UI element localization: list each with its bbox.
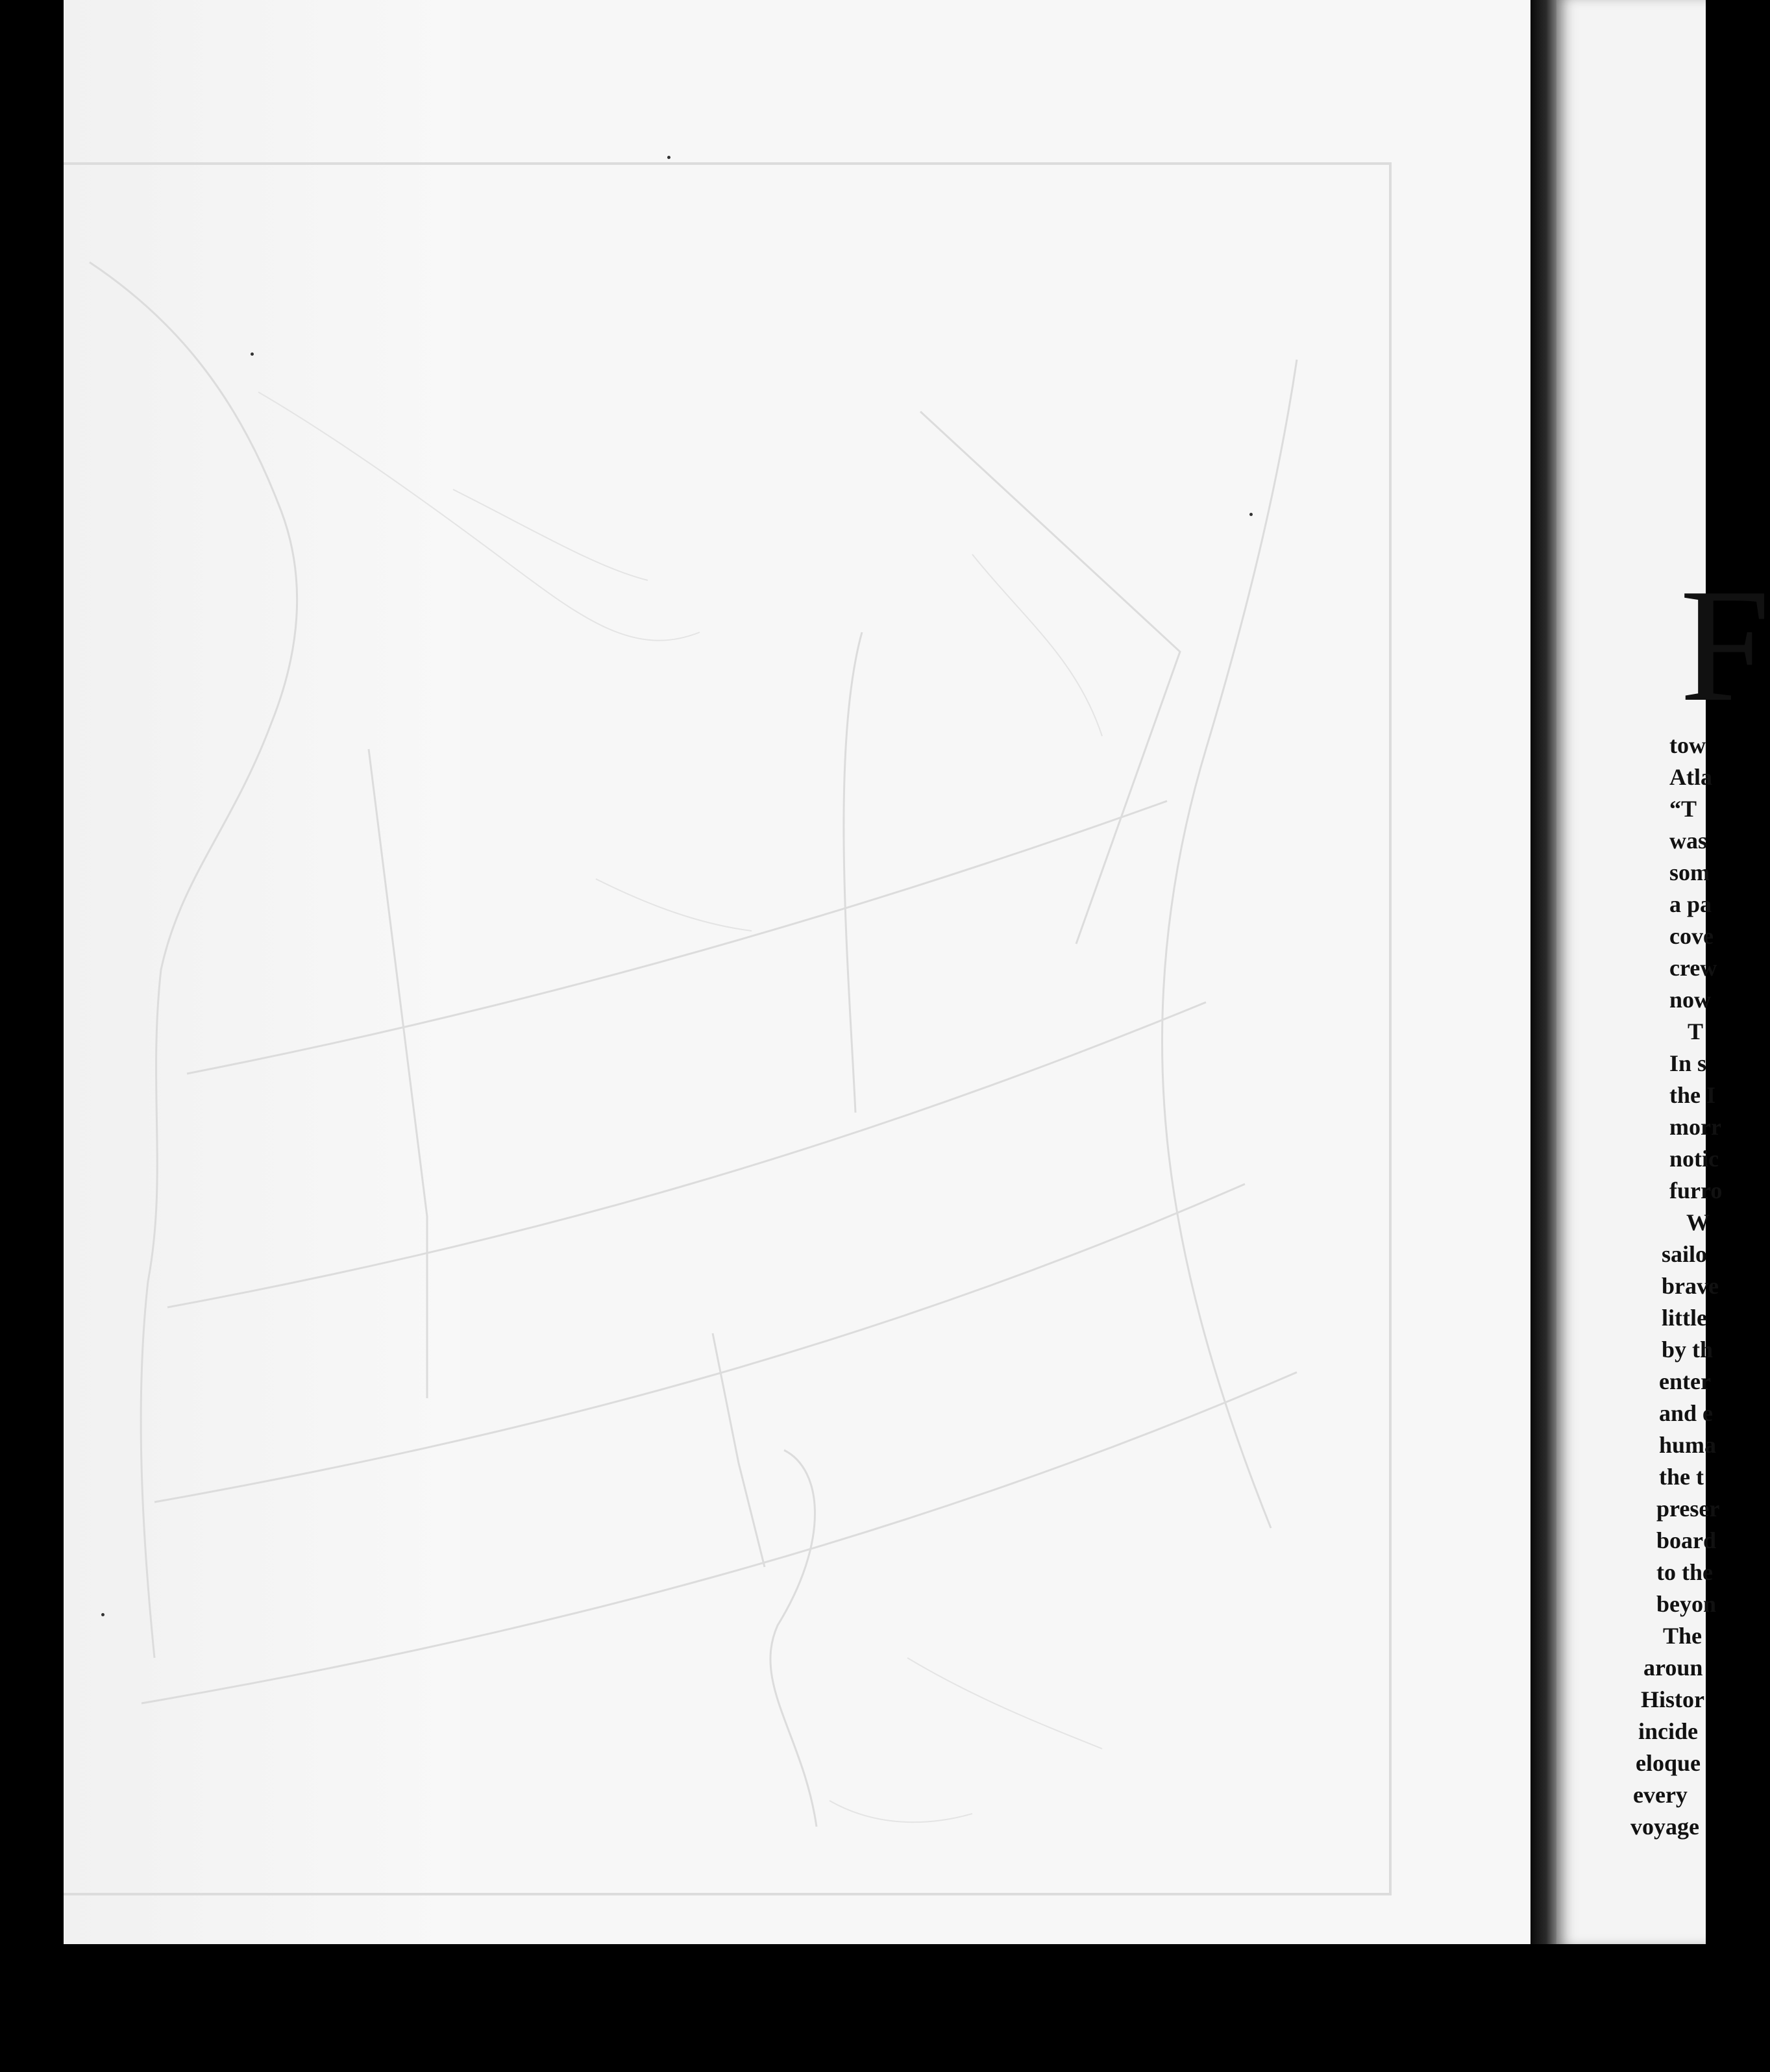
text-line: incide	[1638, 1718, 1699, 1744]
map-curve-2	[167, 1002, 1206, 1307]
text-line: and e	[1659, 1400, 1714, 1426]
text-line: the t	[1659, 1464, 1704, 1490]
text-line: preser	[1656, 1496, 1720, 1522]
map-boundary-1	[844, 632, 862, 1113]
text-line: a pa	[1669, 891, 1712, 917]
text-line: W	[1686, 1209, 1710, 1235]
text-line: voyage	[1630, 1814, 1699, 1840]
speck	[101, 1613, 104, 1616]
text-line: now	[1669, 987, 1712, 1013]
text-line: little	[1662, 1305, 1707, 1331]
text-line: T	[1688, 1018, 1704, 1044]
map-boundary-2	[920, 412, 1180, 944]
map-curve-4	[141, 1372, 1297, 1703]
map-curve-3	[154, 1184, 1245, 1502]
text-line: morr	[1669, 1114, 1721, 1140]
text-line: was	[1669, 828, 1708, 854]
text-line: board	[1656, 1527, 1717, 1553]
text-line: by th	[1662, 1337, 1714, 1363]
book-gutter	[1530, 0, 1556, 1944]
text-line: aroun	[1643, 1655, 1703, 1681]
text-line: brave	[1662, 1273, 1719, 1299]
scan-bottom-border	[0, 1944, 1706, 2072]
speck	[251, 352, 254, 356]
text-line: The	[1663, 1623, 1702, 1649]
map-boundary-3	[770, 1450, 817, 1827]
left-page	[64, 0, 1530, 1944]
text-line: to the	[1656, 1559, 1713, 1585]
text-line: the I	[1669, 1082, 1715, 1108]
text-line: Atla	[1669, 764, 1712, 790]
faded-map	[64, 165, 1392, 1898]
drop-cap: F	[1680, 556, 1770, 735]
speck	[667, 156, 670, 159]
faded-map-frame	[64, 162, 1392, 1895]
text-line: som	[1669, 859, 1710, 885]
text-line: beyon	[1656, 1591, 1717, 1617]
text-line: tow	[1669, 732, 1706, 758]
text-line: huma	[1659, 1432, 1717, 1458]
text-line: In s	[1669, 1050, 1707, 1076]
map-curve-1	[187, 801, 1167, 1074]
text-line: notic	[1669, 1146, 1719, 1172]
text-line: eloque	[1636, 1750, 1701, 1776]
map-coast-east	[1162, 360, 1297, 1528]
text-line: Histor	[1641, 1686, 1704, 1712]
text-line: every	[1633, 1782, 1688, 1808]
text-line: furro	[1669, 1178, 1723, 1203]
text-line: sailo	[1662, 1241, 1708, 1267]
text-line: cove	[1669, 923, 1714, 949]
text-line: enter	[1659, 1368, 1711, 1394]
speck	[1249, 513, 1253, 516]
map-boundary-4	[369, 749, 427, 1398]
map-coastline	[90, 262, 297, 1658]
text-line: “T	[1669, 796, 1697, 822]
text-line: crew	[1669, 955, 1717, 981]
